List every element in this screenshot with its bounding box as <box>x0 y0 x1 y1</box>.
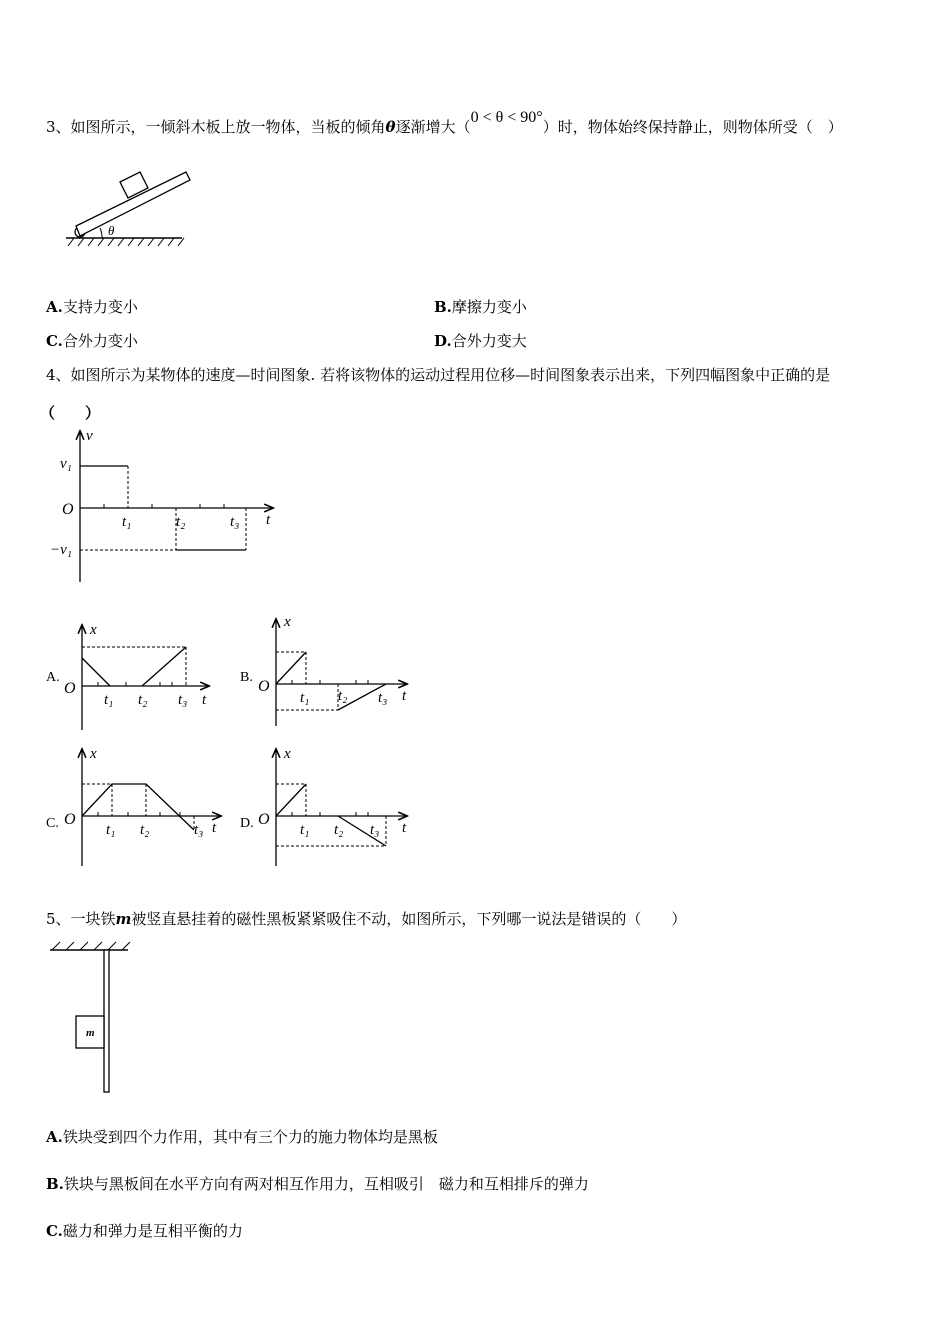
choice-a-key: A. <box>46 670 60 685</box>
choice-c-t1: t₁ <box>106 822 116 838</box>
vt-x-axis-label: t <box>266 512 271 528</box>
q3-stem-part1: 3、如图所示，一倾斜木板上放一物体，当板的倾角 <box>46 118 386 136</box>
q3-stem <box>46 109 843 137</box>
vt-t1-label: t₁ <box>122 514 132 530</box>
q5-option-b: B.铁块与黑板间在水平方向有两对相互作用力，互相吸引 磁力和互相排斥的弹力 <box>46 1175 589 1193</box>
q3-option-c: C.合外力变小 <box>46 332 138 350</box>
choice-b-graph <box>256 614 416 729</box>
vt-origin-label: O <box>62 501 74 518</box>
choice-c-graph <box>60 744 230 869</box>
choice-a-t3: t₃ <box>178 692 188 708</box>
q5-blackboard-figure <box>46 938 146 1098</box>
choice-a-origin: O <box>64 680 76 697</box>
vt-t3-label: t₃ <box>230 514 240 530</box>
q3-stem-part2: 逐渐增大（ <box>395 118 471 136</box>
choice-c-x-label: t <box>212 820 217 836</box>
choice-a-t1: t₁ <box>104 692 114 708</box>
q3-angle-range: 0 < θ < 90° <box>470 109 543 126</box>
choice-d-t2: t₂ <box>334 822 344 838</box>
choice-c-y-label: x <box>90 746 97 762</box>
q4-stem: 4、如图所示为某物体的速度—时间图象. 若将该物体的运动过程用位移—时间图象表示出来，下列四幅图象中正确的是 <box>46 366 831 384</box>
choice-b-t2: t₂ <box>338 688 348 704</box>
q5-option-a: A.铁块受到四个力作用，其中有三个力的施力物体均是黑板 <box>46 1128 438 1146</box>
q3-stem-part3: ）时，物体始终保持静止，则物体所受（ ） <box>542 118 843 136</box>
choice-a-x-label: t <box>202 692 207 708</box>
q4-answer-paren: （ ） <box>40 404 101 422</box>
choice-b-y-label: x <box>284 614 291 630</box>
choice-c-origin: O <box>64 811 76 828</box>
choice-b-key: B. <box>240 670 253 685</box>
vt-v1-label: v₁ <box>60 456 72 472</box>
choice-c-key: C. <box>46 816 59 831</box>
choice-d-graph <box>256 744 416 869</box>
q3-option-d: D.合外力变大 <box>434 332 527 350</box>
q5-block-label: m <box>86 1027 95 1039</box>
vt-t2-label: t₂ <box>176 514 186 530</box>
q3-incline-figure <box>60 160 200 260</box>
q3-angle-label: θ <box>108 223 115 238</box>
choice-b-origin: O <box>258 678 270 695</box>
choice-b-x-label: t <box>402 688 407 704</box>
choice-d-x-label: t <box>402 820 407 836</box>
choice-d-t1: t₁ <box>300 822 310 838</box>
choice-b-t1: t₁ <box>300 690 310 706</box>
choice-d-y-label: x <box>284 746 291 762</box>
choice-d-t3: t₃ <box>370 822 380 838</box>
choice-b-t3: t₃ <box>378 690 388 706</box>
q3-theta: θ <box>385 118 396 136</box>
q5-m: m <box>115 910 132 928</box>
choice-a-t2: t₂ <box>138 692 148 708</box>
choice-a-graph <box>60 620 220 735</box>
choice-a-y-label: x <box>90 622 97 638</box>
choice-d-key: D. <box>240 816 254 831</box>
vt-y-axis-label: v <box>86 428 93 444</box>
choice-d-origin: O <box>258 811 270 828</box>
q5-stem: 5、一块铁m被竖直悬挂着的磁性黑板紧紧吸住不动，如图所示，下列哪一说法是错误的（ ） <box>46 910 687 928</box>
q3-option-b: B.摩擦力变小 <box>434 298 527 316</box>
choice-c-t3: t₃ <box>194 822 204 838</box>
q3-option-a: A.支持力变小 <box>46 298 138 316</box>
vt-neg-v1-label: −v₁ <box>50 542 72 558</box>
q4-vt-graph <box>44 426 284 586</box>
choice-c-t2: t₂ <box>140 822 150 838</box>
q5-option-c: C.磁力和弹力是互相平衡的力 <box>46 1222 243 1240</box>
